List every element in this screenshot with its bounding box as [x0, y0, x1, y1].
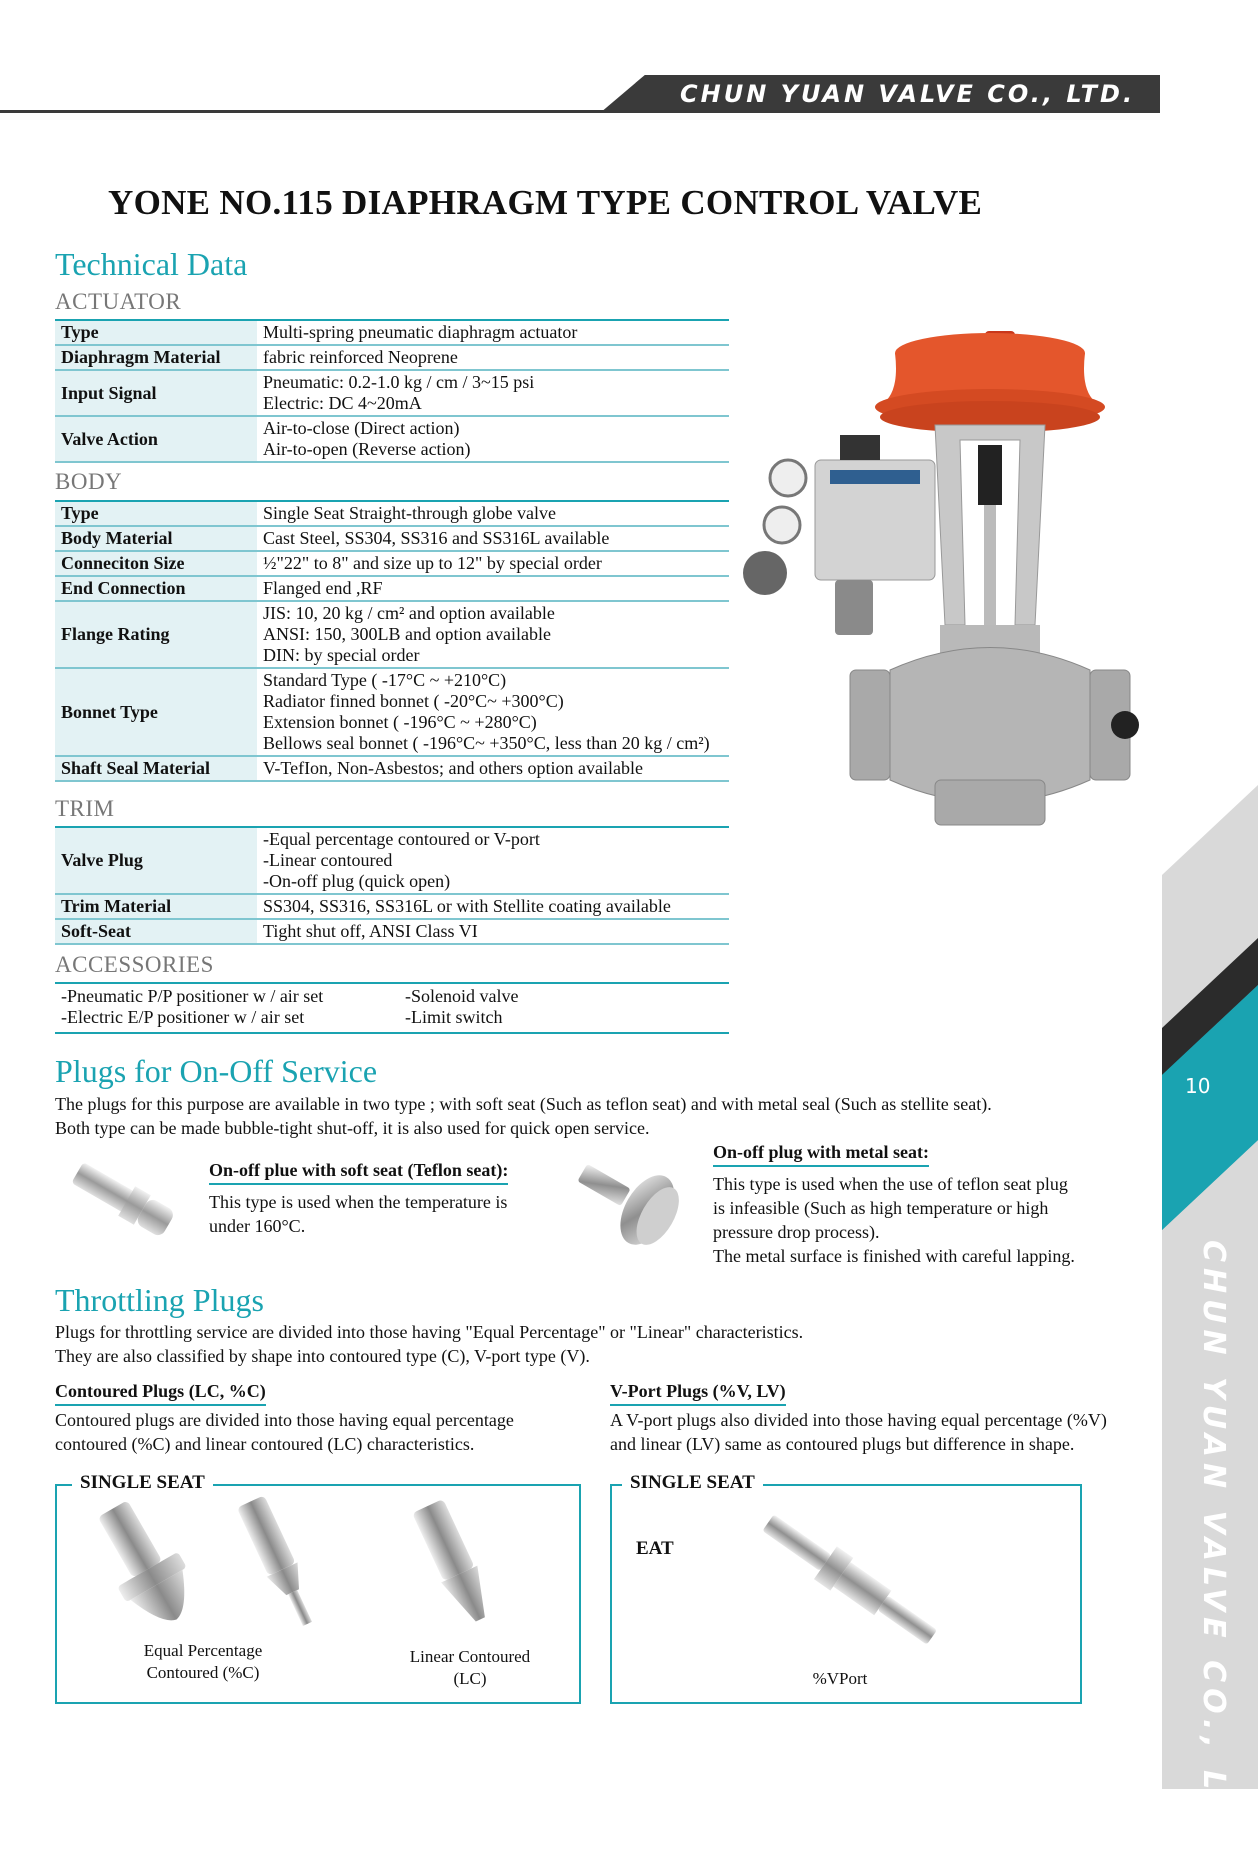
metal-seat-title: On-off plug with metal seat:	[713, 1142, 929, 1167]
trim-table	[55, 826, 729, 945]
throttling-heading: Throttling Plugs	[55, 1282, 264, 1318]
metal-seat-text-3: pressure drop process).	[713, 1222, 880, 1242]
metal-seat-text-4: The metal surface is finished with careful lapping.	[713, 1246, 1075, 1266]
accessory-item: -Solenoid valve	[405, 986, 519, 1006]
spec-value: DIN: by special order	[263, 645, 420, 665]
soft-seat-text-2: under 160°C.	[209, 1216, 306, 1236]
eat-label: EAT	[636, 1538, 674, 1559]
soft-seat-plug-image	[65, 1155, 185, 1245]
actuator-table	[55, 319, 729, 463]
spec-key: Valve Plug	[55, 827, 257, 894]
table-row	[55, 668, 729, 756]
spec-value: Air-to-open (Reverse action)	[263, 439, 471, 459]
on-off-heading: Plugs for On-Off Service	[55, 1053, 378, 1089]
control-valve-image	[740, 325, 1140, 855]
spec-key: Trim Material	[55, 894, 257, 919]
spec-key: End Connection	[55, 576, 257, 601]
vport-plug-image	[750, 1505, 950, 1655]
accessory-item: -Pneumatic P/P positioner w / air set	[61, 986, 324, 1006]
table-row	[55, 416, 729, 462]
caption-line: Linear Contoured	[409, 1647, 531, 1666]
caption-equal-percentage	[118, 1640, 288, 1684]
vport-text-1: A V-port plugs also divided into those having equal percentage (%V)	[610, 1410, 1107, 1430]
table-row	[55, 756, 729, 781]
table-row	[55, 576, 729, 601]
spec-key: Body Material	[55, 526, 257, 551]
spec-value: -Equal percentage contoured or V-port	[263, 829, 540, 849]
spec-value: Standard Type ( -17°C ~ +210°C)	[263, 670, 507, 690]
metal-seat-plug-image	[570, 1150, 690, 1250]
header-company: CHUN YUAN VALVE CO., LTD.	[680, 80, 1136, 108]
table-row	[55, 501, 729, 526]
body-heading: BODY	[55, 469, 123, 494]
spec-value: Bellows seal bonnet ( -196°C~ +350°C, less than 20 kg / cm²)	[263, 733, 710, 753]
spec-value: -Linear contoured	[263, 850, 393, 870]
accessory-item: -Limit switch	[405, 1007, 503, 1027]
spec-value: Pneumatic: 0.2-1.0 kg / cm / 3~15 psi	[263, 372, 535, 392]
single-seat-label: SINGLE SEAT	[622, 1472, 763, 1494]
spec-value: V-TefIon, Non-Asbestos; and others option available	[263, 758, 643, 778]
table-row	[55, 919, 729, 944]
spec-key: Valve Action	[55, 416, 257, 462]
spec-value: Flanged end ,RF	[263, 578, 383, 598]
linear-contoured-plug-image	[405, 1500, 505, 1630]
spec-value: ½"22" to 8" and size up to 12" by special order	[263, 553, 602, 573]
spec-value: Extension bonnet ( -196°C ~ +280°C)	[263, 712, 537, 732]
table-row	[55, 827, 729, 894]
spec-value: JIS: 10, 20 kg / cm² and option available	[263, 603, 555, 623]
single-seat-label: SINGLE SEAT	[72, 1472, 213, 1494]
spec-key: Type	[55, 501, 257, 526]
vport-text-2: and linear (LV) same as contoured plugs but difference in shape.	[610, 1434, 1075, 1454]
caption-line: Contoured (%C)	[146, 1663, 260, 1682]
equal-percentage-plug-image	[90, 1500, 200, 1630]
spec-value: SS304, SS316, SS316L or with Stellite coating available	[263, 896, 671, 916]
trim-heading: TRIM	[55, 796, 115, 821]
spec-value: Multi-spring pneumatic diaphragm actuator	[263, 322, 578, 342]
spec-key: Shaft Seal Material	[55, 756, 257, 781]
metal-seat-text-1: This type is used when the use of teflon seat plug	[713, 1174, 1068, 1194]
spec-key: Conneciton Size	[55, 551, 257, 576]
side-company: CHUN YUAN VALVE CO., LTD.	[1196, 1240, 1231, 1865]
caption-line: (LC)	[453, 1669, 487, 1688]
technical-data-heading: Technical Data	[55, 246, 248, 282]
throttling-intro-1: Plugs for throttling service are divided into those having "Equal Percentage" or "Linear" characteristics.	[55, 1322, 804, 1342]
vport-title: V-Port Plugs (%V, LV)	[610, 1381, 786, 1406]
spec-value: Single Seat Straight-through globe valve	[263, 503, 556, 523]
spec-key: Diaphragm Material	[55, 345, 257, 370]
spec-key: Soft-Seat	[55, 919, 257, 944]
table-row	[55, 526, 729, 551]
spec-value: fabric reinforced Neoprene	[263, 347, 458, 367]
contoured-text-1: Contoured plugs are divided into those having equal percentage	[55, 1410, 514, 1430]
spec-key: Input Signal	[55, 370, 257, 416]
spec-value: Radiator finned bonnet ( -20°C~ +300°C)	[263, 691, 564, 711]
soft-seat-text-1: This type is used when the temperature is	[209, 1192, 508, 1212]
equal-percentage-plug-image-2	[225, 1495, 335, 1635]
actuator-heading: ACTUATOR	[55, 289, 182, 314]
accessory-item: -Electric E/P positioner w / air set	[61, 1007, 305, 1027]
spec-value: Air-to-close (Direct action)	[263, 418, 460, 438]
on-off-intro-2: Both type can be made bubble-tight shut-off, it is also used for quick open service.	[55, 1118, 650, 1138]
table-row	[55, 601, 729, 668]
throttling-intro-2: They are also classified by shape into contoured type (C), V-port type (V).	[55, 1346, 590, 1366]
accessories-heading: ACCESSORIES	[55, 952, 214, 977]
table-row	[55, 320, 729, 345]
caption-linear-contoured	[385, 1646, 555, 1690]
spec-value: Electric: DC 4~20mA	[263, 393, 422, 413]
spec-value: -On-off plug (quick open)	[263, 871, 451, 891]
body-table	[55, 500, 729, 782]
metal-seat-text-2: is infeasible (Such as high temperature or high	[713, 1198, 1049, 1218]
contoured-text-2: contoured (%C) and linear contoured (LC) characteristics.	[55, 1434, 475, 1454]
page-number: 10	[1185, 1074, 1211, 1098]
contoured-title: Contoured Plugs (LC, %C)	[55, 1381, 266, 1406]
caption-line: Equal Percentage	[143, 1641, 263, 1660]
table-row	[55, 370, 729, 416]
accessories-list	[55, 982, 729, 1034]
table-row	[55, 551, 729, 576]
on-off-intro-1: The plugs for this purpose are available in two type ; with soft seat (Such as teflon seat) and with metal seal (Such as stellite seat).	[55, 1094, 992, 1114]
spec-key: Flange Rating	[55, 601, 257, 668]
spec-value: Cast Steel, SS304, SS316 and SS316L available	[263, 528, 610, 548]
table-row	[55, 345, 729, 370]
caption-vport: %VPort	[812, 1669, 868, 1688]
table-row	[55, 894, 729, 919]
spec-value: ANSI: 150, 300LB and option available	[263, 624, 551, 644]
spec-value: Tight shut off, ANSI Class VI	[263, 921, 478, 941]
page-title: YONE NO.115 DIAPHRAGM TYPE CONTROL VALVE	[108, 183, 983, 222]
spec-key: Type	[55, 320, 257, 345]
soft-seat-title: On-off plue with soft seat (Teflon seat):	[209, 1160, 508, 1185]
spec-key: Bonnet Type	[55, 668, 257, 756]
